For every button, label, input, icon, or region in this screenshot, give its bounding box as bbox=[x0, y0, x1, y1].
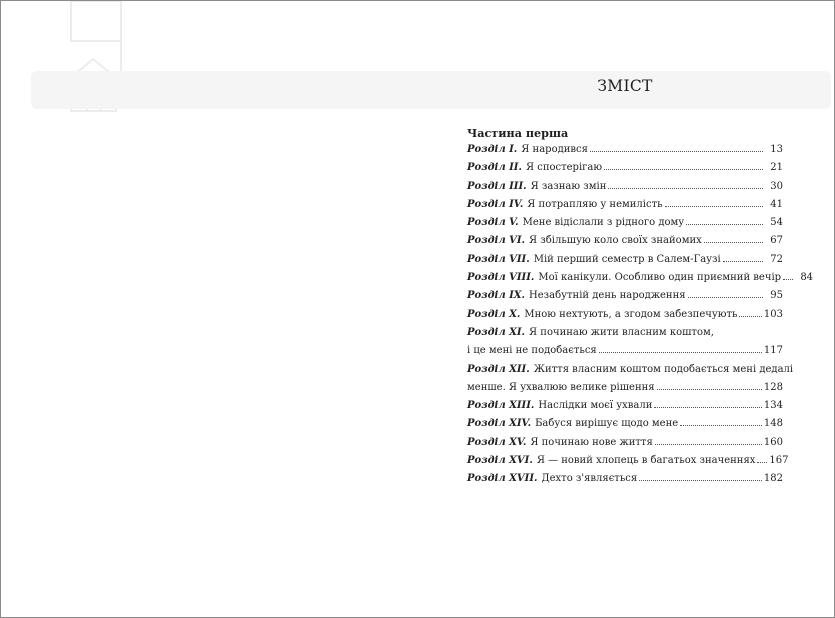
toc-entry bbox=[467, 400, 783, 418]
chapter-number: Розділ VI. bbox=[467, 235, 526, 247]
toc-entry bbox=[467, 418, 783, 436]
leader-dots bbox=[739, 316, 761, 317]
chapter-title: Я починаю нове життя bbox=[530, 436, 653, 448]
page-number: 167 bbox=[769, 455, 789, 467]
toc-entry bbox=[467, 327, 783, 345]
chapter-title: Незабутній день народження bbox=[529, 290, 686, 302]
toc-entry bbox=[467, 309, 783, 327]
page-number: 41 bbox=[770, 198, 783, 210]
chapter-title: Я збільшую коло своїх знайомих bbox=[529, 235, 702, 247]
chapter-title: Я — новий хлопець в багатьох значеннях bbox=[536, 455, 756, 467]
leader-dots bbox=[655, 444, 762, 445]
leader-dots bbox=[639, 480, 762, 481]
toc-entry bbox=[467, 473, 783, 491]
toc-title: ЗМІСТ bbox=[597, 77, 653, 95]
leader-dots bbox=[599, 352, 762, 353]
toc-entry bbox=[467, 272, 814, 290]
toc-entry bbox=[467, 363, 794, 382]
chapter-number: Розділ X. bbox=[467, 308, 521, 320]
chapter-number: Розділ I. bbox=[467, 144, 518, 155]
leader-dots bbox=[723, 261, 763, 262]
page-number: 54 bbox=[770, 217, 783, 229]
chapter-title: Мене відіслали з рідного дому bbox=[522, 217, 685, 229]
chapter-number: Розділ VII. bbox=[467, 253, 530, 265]
page-number: 84 bbox=[800, 272, 814, 284]
page-number: 103 bbox=[763, 308, 783, 320]
chapter-number: Розділ XIII. bbox=[467, 400, 535, 412]
chapter-number: Розділ IX. bbox=[467, 290, 526, 302]
chapter-title: Дехто з'являється bbox=[541, 473, 638, 485]
leader-dots bbox=[604, 169, 763, 170]
toc-entry bbox=[467, 162, 783, 180]
chapter-title: Бабуся вирішує щодо мене bbox=[535, 418, 679, 430]
toc-entry bbox=[467, 437, 783, 455]
leader-dots bbox=[686, 224, 763, 225]
chapter-title: Я потрапляю у немилість bbox=[527, 198, 663, 210]
chapter-number: Розділ XI. bbox=[467, 326, 526, 338]
toc-entry bbox=[467, 290, 783, 308]
leader-dots bbox=[783, 279, 793, 280]
chapter-title-continued: менше. Я ухвалюю велике рішення bbox=[467, 381, 655, 393]
page-number: 13 bbox=[770, 144, 783, 155]
chapter-number: Розділ XVI. bbox=[467, 455, 533, 467]
page-number: 67 bbox=[770, 235, 783, 247]
toc-entry bbox=[467, 181, 783, 199]
leader-dots bbox=[757, 462, 767, 463]
chapter-title: Мої канікули. Особливо один приємний вечір bbox=[538, 272, 782, 284]
page-number: 182 bbox=[763, 473, 783, 485]
chapter-title: Мій перший семестр в Салем-Гаузі bbox=[533, 253, 721, 265]
page-number: 21 bbox=[770, 162, 783, 174]
leader-dots bbox=[608, 188, 763, 189]
leader-dots bbox=[704, 242, 763, 243]
page-number: 134 bbox=[763, 400, 783, 412]
toc-entry-continuation bbox=[467, 345, 783, 363]
part-heading: Частина перша bbox=[467, 126, 569, 140]
chapter-title: Я спостерігаю bbox=[525, 162, 603, 174]
page-number: 72 bbox=[770, 253, 783, 265]
leader-dots bbox=[665, 206, 763, 207]
chapter-number: Розділ XII. bbox=[467, 363, 530, 375]
toc-entry bbox=[467, 254, 783, 272]
chapter-number: Розділ II. bbox=[467, 162, 522, 174]
chapter-number: Розділ VIII. bbox=[467, 272, 535, 284]
chapter-number: Розділ IV. bbox=[467, 198, 524, 210]
toc-entry bbox=[467, 199, 783, 217]
chapter-number: Розділ XVII. bbox=[467, 473, 538, 485]
table-of-contents bbox=[467, 126, 814, 492]
chapter-number: Розділ XV. bbox=[467, 436, 527, 448]
leader-dots bbox=[657, 389, 762, 390]
toc-entry bbox=[467, 217, 783, 235]
page-number: 128 bbox=[763, 381, 783, 393]
chapter-title: Я зазнаю змін bbox=[530, 180, 607, 192]
page-number: 148 bbox=[763, 418, 783, 430]
page-number: 117 bbox=[763, 345, 783, 357]
page-number: 30 bbox=[770, 180, 783, 192]
page-number: 95 bbox=[770, 290, 783, 302]
toc-entry bbox=[467, 455, 789, 473]
chapter-title: Мною нехтують, а згодом забезпечують bbox=[524, 308, 738, 320]
toc-entry-continuation bbox=[467, 382, 783, 400]
toc-entry bbox=[467, 235, 783, 253]
chapter-number: Розділ III. bbox=[467, 180, 527, 192]
chapter-title: Я починаю жити власним коштом, bbox=[529, 326, 714, 338]
chapter-title: Життя власним коштом подобається мені дедалі bbox=[533, 363, 794, 375]
watermark-house-icon bbox=[31, 1, 831, 131]
toc-entry bbox=[467, 144, 783, 162]
chapter-title: Я народився bbox=[521, 144, 588, 155]
leader-dots bbox=[654, 407, 762, 408]
chapter-number: Розділ XIV. bbox=[467, 418, 532, 430]
leader-dots bbox=[688, 297, 763, 298]
chapter-title: Наслідки моєї ухвали bbox=[538, 400, 653, 412]
chapter-number: Розділ V. bbox=[467, 217, 519, 229]
chapter-title-continued: і це мені не подобається bbox=[467, 345, 597, 357]
page-number: 160 bbox=[763, 436, 783, 448]
leader-dots bbox=[680, 425, 762, 426]
leader-dots bbox=[590, 151, 763, 152]
